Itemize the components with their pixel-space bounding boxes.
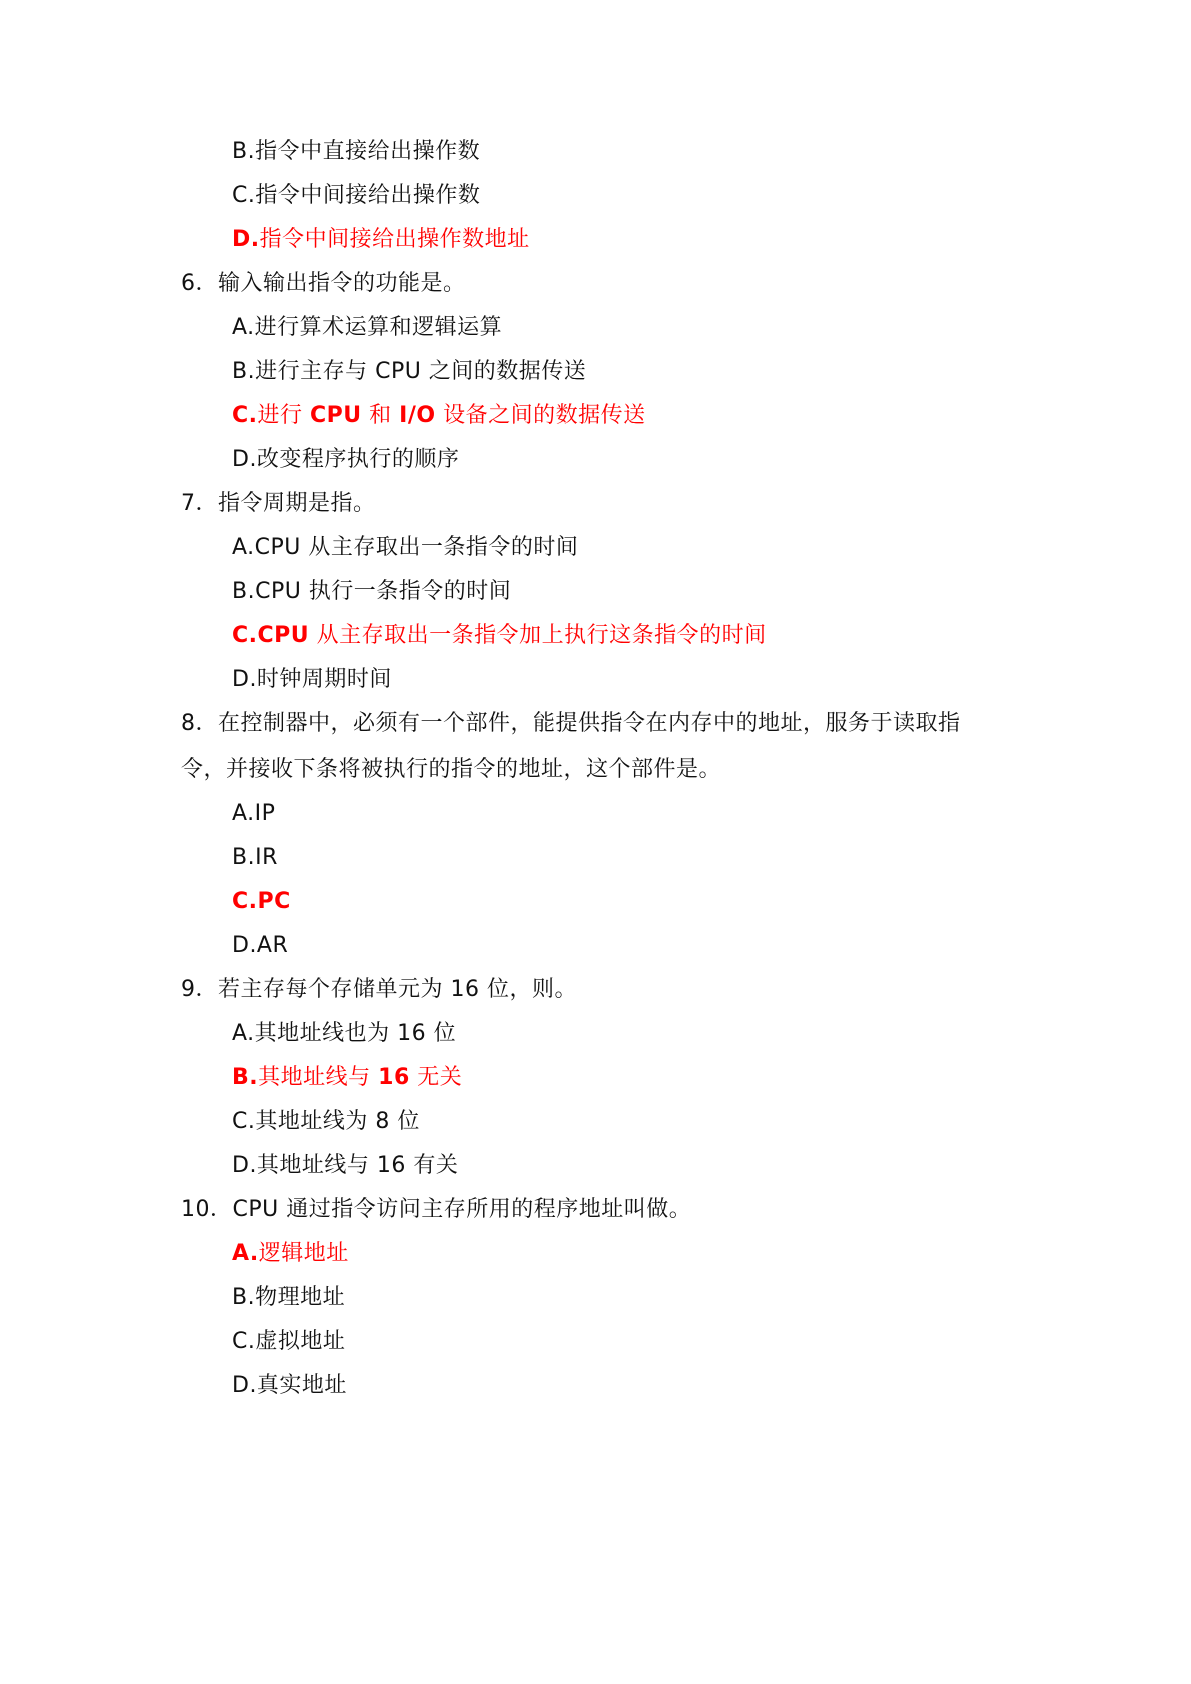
answer-text-part: 无关 [409, 1065, 463, 1090]
q10-option-a-answer [232, 1239, 349, 1269]
answer-label: C.CPU [232, 623, 310, 648]
q9-option-b-answer [232, 1063, 462, 1093]
q10-stem: 10．CPU 通过指令访问主存所用的程序地址叫做。 [181, 1197, 692, 1222]
q9-stem: 9．若主存每个存储单元为 16 位，则。 [181, 977, 577, 1002]
q6-option-b: B.进行主存与 CPU 之间的数据传送 [232, 359, 587, 384]
q9-option-a: A.其地址线也为 16 位 [232, 1021, 457, 1046]
q7-option-b: B.CPU 执行一条指令的时间 [232, 579, 512, 604]
answer-text-part: 其地址线与 [258, 1065, 379, 1090]
answer-text-part: 设备之间的数据传送 [435, 403, 646, 428]
answer-text-part: 和 [361, 403, 400, 428]
answer-text-bold: CPU [310, 403, 362, 428]
q6-option-c-answer [232, 401, 646, 431]
q8-option-b: B.IR [232, 845, 278, 870]
q5-option-b: B.指令中直接给出操作数 [232, 139, 481, 164]
answer-text-bold: 16 [378, 1065, 410, 1090]
answer-text-bold: I/O [399, 403, 436, 428]
answer-label: C.PC [232, 889, 291, 914]
answer-text: 从主存取出一条指令加上执行这条指令的时间 [309, 623, 767, 648]
q8-option-c-answer [232, 887, 291, 917]
q6-option-a: A.进行算术运算和逻辑运算 [232, 315, 503, 340]
q7-option-a: A.CPU 从主存取出一条指令的时间 [232, 535, 579, 560]
answer-text: 逻辑地址 [258, 1241, 349, 1266]
q10-option-d: D.真实地址 [232, 1373, 347, 1398]
q7-option-c-answer [232, 621, 767, 651]
q7-option-d: D.时钟周期时间 [232, 667, 392, 692]
q7-stem: 7．指令周期是指。 [181, 491, 376, 516]
answer-text: 指令中间接给出操作数地址 [259, 227, 530, 252]
q8-option-d: D.AR [232, 933, 289, 958]
q8-stem-line1: 8．在控制器中，必须有一个部件，能提供指令在内存中的地址，服务于读取指 [181, 711, 961, 736]
q8-stem-line2: 令，并接收下条将被执行的指令的地址，这个部件是。 [181, 757, 722, 782]
answer-text-part: 进行 [257, 403, 311, 428]
answer-label: D. [232, 227, 260, 252]
answer-label: C. [232, 403, 258, 428]
q5-option-d-answer [232, 225, 530, 255]
q9-option-c: C.其地址线为 8 位 [232, 1109, 420, 1134]
q10-option-c: C.虚拟地址 [232, 1329, 346, 1354]
answer-label: B. [232, 1065, 259, 1090]
q6-option-d: D.改变程序执行的顺序 [232, 447, 460, 472]
q8-option-a: A.IP [232, 801, 276, 826]
answer-label: A. [232, 1241, 259, 1266]
q6-stem: 6．输入输出指令的功能是。 [181, 271, 466, 296]
q5-option-c: C.指令中间接给出操作数 [232, 183, 481, 208]
q10-option-b: B.物理地址 [232, 1285, 346, 1310]
q9-option-d: D.其地址线与 16 有关 [232, 1153, 459, 1178]
